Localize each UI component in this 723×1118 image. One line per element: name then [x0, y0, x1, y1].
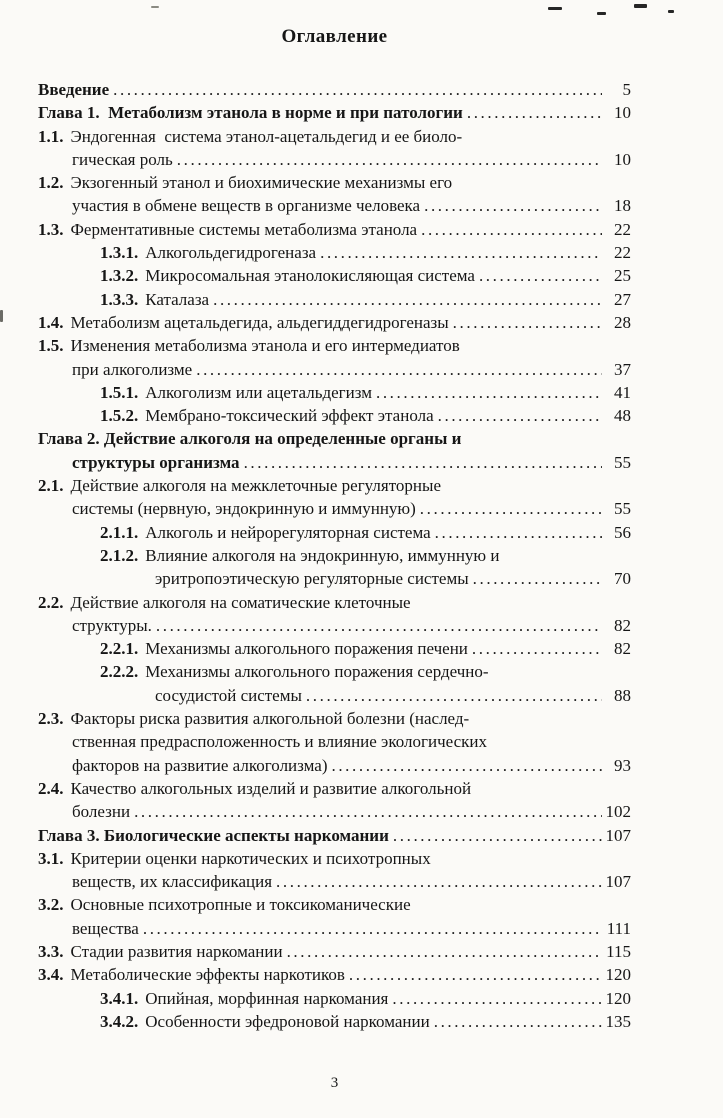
toc-line — [38, 824, 631, 847]
toc-leader-dots — [213, 288, 602, 311]
toc-leader-dots — [392, 987, 602, 1010]
toc-entry-text: факторов на развитие алкоголизма) — [72, 755, 328, 775]
toc-entry — [38, 404, 631, 427]
toc-leader-dots — [143, 917, 602, 940]
scan-artifact — [597, 12, 606, 15]
toc-page-number: 102 — [605, 802, 631, 822]
toc-line — [38, 754, 631, 777]
toc-entry-text: эритропоэтическую регуляторные системы — [155, 569, 469, 589]
toc-page-number: 56 — [614, 522, 631, 542]
toc-entry — [38, 171, 631, 218]
toc-entry — [38, 101, 631, 124]
toc-entry-number: 2.3. — [38, 709, 64, 729]
toc-entry-number: 1.5. — [38, 336, 64, 356]
toc-leader-dots — [376, 381, 602, 404]
toc-page-number: 93 — [614, 755, 631, 775]
toc-entry-text: ственная предрасположенность и влияние экологических — [72, 732, 487, 752]
toc-entry-number: 2.2.2. — [100, 662, 139, 682]
toc-entry — [38, 381, 631, 404]
toc-entry-text: Влияние алкоголя на эндокринную, иммунную и — [145, 545, 500, 565]
toc-entry-text: Стадии развития наркомании — [70, 941, 283, 961]
toc-page-number: 55 — [614, 452, 631, 472]
toc-leader-dots — [393, 824, 602, 847]
toc-entry — [38, 78, 631, 101]
toc-entry-text: Действие алкоголя на соматические клеточные — [70, 592, 411, 612]
toc-entry — [38, 660, 631, 707]
toc-page-number: 25 — [614, 266, 631, 286]
toc-leader-dots — [244, 451, 602, 474]
toc-page-number: 48 — [614, 406, 631, 426]
toc-entry-number: 1.1. — [38, 126, 64, 146]
toc-line — [38, 474, 631, 497]
toc-line — [38, 194, 631, 217]
toc-line — [38, 427, 631, 450]
toc-entry-number: 2.4. — [38, 778, 64, 798]
toc-entry — [38, 777, 631, 824]
toc-entry-number: 1.4. — [38, 312, 64, 332]
toc-entry-number: 1.3.1. — [100, 243, 139, 263]
toc-entry-text: сосудистой системы — [155, 685, 302, 705]
toc-entry-number: 2.1.1. — [100, 522, 139, 542]
toc-entry-text: Особенности эфедроновой наркомании — [145, 1011, 430, 1031]
toc-entry-number: 1.5.1. — [100, 382, 139, 402]
toc-line — [38, 497, 631, 520]
toc-entry-number: 1.2. — [38, 173, 64, 193]
toc-entry — [38, 427, 631, 474]
toc-entry-text: при алкоголизме — [72, 359, 193, 379]
toc-entry — [38, 334, 631, 381]
toc-page-number: 5 — [622, 80, 631, 99]
toc-entry-text: Механизмы алкогольного поражения печени — [145, 639, 468, 659]
toc-leader-dots — [421, 218, 602, 241]
toc-leader-dots — [134, 800, 602, 823]
toc-entry-number: 3.4.1. — [100, 988, 139, 1008]
toc-entry — [38, 125, 631, 172]
toc-line — [38, 171, 631, 194]
toc-entry — [38, 847, 631, 894]
toc-leader-dots — [306, 684, 602, 707]
toc-line — [38, 358, 631, 381]
toc-line — [38, 288, 631, 311]
toc-entry-text: Глава 2. Действие алкоголя на определенные органы и — [38, 429, 462, 449]
toc-line — [38, 101, 631, 124]
toc-entry-text: участия в обмене веществ в организме человека — [72, 196, 421, 216]
toc-entry — [38, 241, 631, 264]
toc-leader-dots — [177, 148, 602, 171]
toc-leader-dots — [349, 963, 602, 986]
toc-entry — [38, 707, 631, 777]
toc-leader-dots — [438, 404, 602, 427]
toc-entry-text: Эндогенная система этанол-ацетальдегид и ее биоло- — [70, 126, 463, 146]
toc-entry-text: гическая роль — [72, 149, 173, 169]
toc-entry-number: 1.3.3. — [100, 289, 139, 309]
toc-entry-text: Микросомальная этанолокисляющая система — [145, 266, 475, 286]
toc-page-number: 88 — [614, 685, 631, 705]
toc-entry-text: структуры организма — [72, 452, 240, 472]
toc-entry-text: Мембрано-токсический эффект этанола — [145, 406, 434, 426]
toc-line — [38, 264, 631, 287]
toc-page-number: 120 — [605, 965, 631, 985]
toc-line — [38, 707, 631, 730]
toc-list — [38, 78, 631, 1033]
toc-entry — [38, 474, 631, 521]
toc-page-number: 10 — [614, 149, 631, 169]
toc-line — [38, 521, 631, 544]
toc-entry-number: 2.2. — [38, 592, 64, 612]
toc-line — [38, 777, 631, 800]
toc-entry-text: Глава 1. Метаболизм этанола в норме и при патологии — [38, 103, 463, 123]
toc-entry-text: Глава 3. Биологические аспекты наркомании — [38, 825, 389, 845]
toc-entry-text: Факторы риска развития алкогольной болезни (наслед- — [70, 709, 470, 729]
toc-page-number: 111 — [606, 918, 631, 938]
toc-page-number: 82 — [614, 639, 631, 659]
scan-artifact — [634, 4, 647, 8]
toc-entry-number: 3.1. — [38, 848, 64, 868]
toc-page-number: 37 — [614, 359, 631, 379]
toc-leader-dots — [331, 754, 602, 777]
scan-artifact — [0, 310, 3, 322]
toc-leader-dots — [287, 940, 602, 963]
toc-entry-text: Алкоголь и нейрорегуляторная система — [145, 522, 431, 542]
toc-line — [38, 241, 631, 264]
toc-leader-dots — [420, 497, 602, 520]
toc-line — [38, 847, 631, 870]
toc-entry-text: Алкоголизм или ацетальдегизм — [145, 382, 372, 402]
toc-line — [38, 1010, 631, 1033]
toc-line — [38, 614, 631, 637]
toc-leader-dots — [467, 101, 602, 124]
toc-line — [38, 451, 631, 474]
toc-entry-text: болезни — [72, 802, 131, 822]
toc-leader-dots — [434, 1010, 602, 1033]
toc-leader-dots — [453, 311, 602, 334]
toc-page-number: 27 — [614, 289, 631, 309]
toc-entry-text: Метаболизм ацетальдегида, альдегиддегидрогеназы — [70, 312, 449, 332]
toc-entry-number: 3.4.2. — [100, 1011, 139, 1031]
toc-entry — [38, 893, 631, 940]
toc-entry-number: 2.1. — [38, 476, 64, 496]
toc-entry-text: Введение — [38, 80, 110, 99]
toc-entry-text: Опийная, морфинная наркомания — [145, 988, 389, 1008]
toc-line — [38, 987, 631, 1010]
toc-entry-text: структуры. — [72, 615, 152, 635]
toc-leader-dots — [320, 241, 602, 264]
toc-page-number: 41 — [614, 382, 631, 402]
toc-line — [38, 684, 631, 707]
page-title: Оглавление — [281, 26, 388, 47]
toc-line — [38, 148, 631, 171]
toc-page-number: 107 — [605, 872, 631, 892]
scan-artifact — [151, 6, 159, 8]
toc-entry-text: Изменения метаболизма этанола и его интермедиатов — [70, 336, 460, 356]
toc-leader-dots — [276, 870, 602, 893]
toc-entry-number: 3.3. — [38, 941, 64, 961]
toc-entry — [38, 591, 631, 638]
toc-entry-number: 2.2.1. — [100, 639, 139, 659]
toc-entry-text: Алкогольдегидрогеназа — [145, 243, 317, 263]
toc-line — [38, 637, 631, 660]
toc-entry-text: Экзогенный этанол и биохимические механизмы его — [70, 173, 453, 193]
toc-entry-text: Каталаза — [145, 289, 210, 309]
toc-line — [38, 311, 631, 334]
toc-entry — [38, 544, 631, 591]
toc-entry-number: 1.3.2. — [100, 266, 139, 286]
toc-entry-text: Метаболические эффекты наркотиков — [70, 965, 345, 985]
toc-line — [38, 544, 631, 567]
toc-entry-text: Действие алкоголя на межклеточные регуляторные — [70, 476, 441, 496]
toc-leader-dots — [156, 614, 602, 637]
toc-page-number: 10 — [614, 103, 631, 123]
toc-entry — [38, 940, 631, 963]
toc-leader-dots — [472, 637, 602, 660]
toc-line — [38, 893, 631, 916]
toc-entry — [38, 824, 631, 847]
toc-page-number: 18 — [614, 196, 631, 216]
toc-entry — [38, 218, 631, 241]
toc-line — [38, 591, 631, 614]
toc-line — [38, 660, 631, 683]
toc-line — [38, 567, 631, 590]
toc-page-number: 70 — [614, 569, 631, 589]
toc-entry — [38, 987, 631, 1010]
toc-line — [38, 334, 631, 357]
toc-entry-text: вещества — [72, 918, 139, 938]
toc-line — [38, 730, 631, 753]
toc-page-number: 22 — [614, 219, 631, 239]
toc-line — [38, 963, 631, 986]
toc-entry-text: Ферментативные системы метаболизма этанола — [70, 219, 418, 239]
scan-artifact — [668, 10, 674, 13]
toc-entry-text: Механизмы алкогольного поражения сердечно- — [145, 662, 489, 682]
toc-entry-text: Основные психотропные и токсикоманические — [70, 895, 411, 915]
toc-entry — [38, 264, 631, 287]
toc-line — [38, 381, 631, 404]
footer-page-number: 3 — [330, 1075, 339, 1091]
toc-entry-text: веществ, их классификация — [72, 872, 273, 892]
toc-leader-dots — [479, 264, 602, 287]
toc-line — [38, 917, 631, 940]
toc-line — [38, 940, 631, 963]
toc-page-number: 115 — [606, 941, 631, 961]
scan-artifact — [548, 7, 562, 10]
toc-line — [38, 78, 631, 101]
toc-leader-dots — [435, 521, 602, 544]
toc-entry-number: 1.3. — [38, 219, 64, 239]
toc-line — [38, 404, 631, 427]
toc-entry — [38, 637, 631, 660]
toc-line — [38, 800, 631, 823]
toc-entry-text: Критерии оценки наркотических и психотропных — [70, 848, 431, 868]
toc-entry-number: 3.4. — [38, 965, 64, 985]
toc-page-number: 28 — [614, 312, 631, 332]
toc-page-number: 22 — [614, 243, 631, 263]
toc-leader-dots — [424, 194, 602, 217]
toc-entry-number: 2.1.2. — [100, 545, 139, 565]
toc-page-number: 120 — [605, 988, 631, 1008]
toc-line — [38, 218, 631, 241]
toc-page-number: 82 — [614, 615, 631, 635]
toc-entry — [38, 288, 631, 311]
toc-page-number: 135 — [605, 1011, 631, 1031]
toc-entry-text: Качество алкогольных изделий и развитие алкогольной — [70, 778, 472, 798]
toc-entry-number: 1.5.2. — [100, 406, 139, 426]
toc-line — [38, 125, 631, 148]
toc-leader-dots — [196, 358, 602, 381]
toc-entry — [38, 1010, 631, 1033]
toc-entry — [38, 521, 631, 544]
toc-page-number: 107 — [605, 825, 631, 845]
toc-page-number: 55 — [614, 499, 631, 519]
toc-leader-dots — [113, 78, 602, 101]
toc-entry — [38, 311, 631, 334]
toc-entry-text: системы (нервную, эндокринную и иммунную) — [72, 499, 416, 519]
toc-entry-number: 3.2. — [38, 895, 64, 915]
toc-line — [38, 870, 631, 893]
toc-leader-dots — [473, 567, 602, 590]
toc-entry — [38, 963, 631, 986]
